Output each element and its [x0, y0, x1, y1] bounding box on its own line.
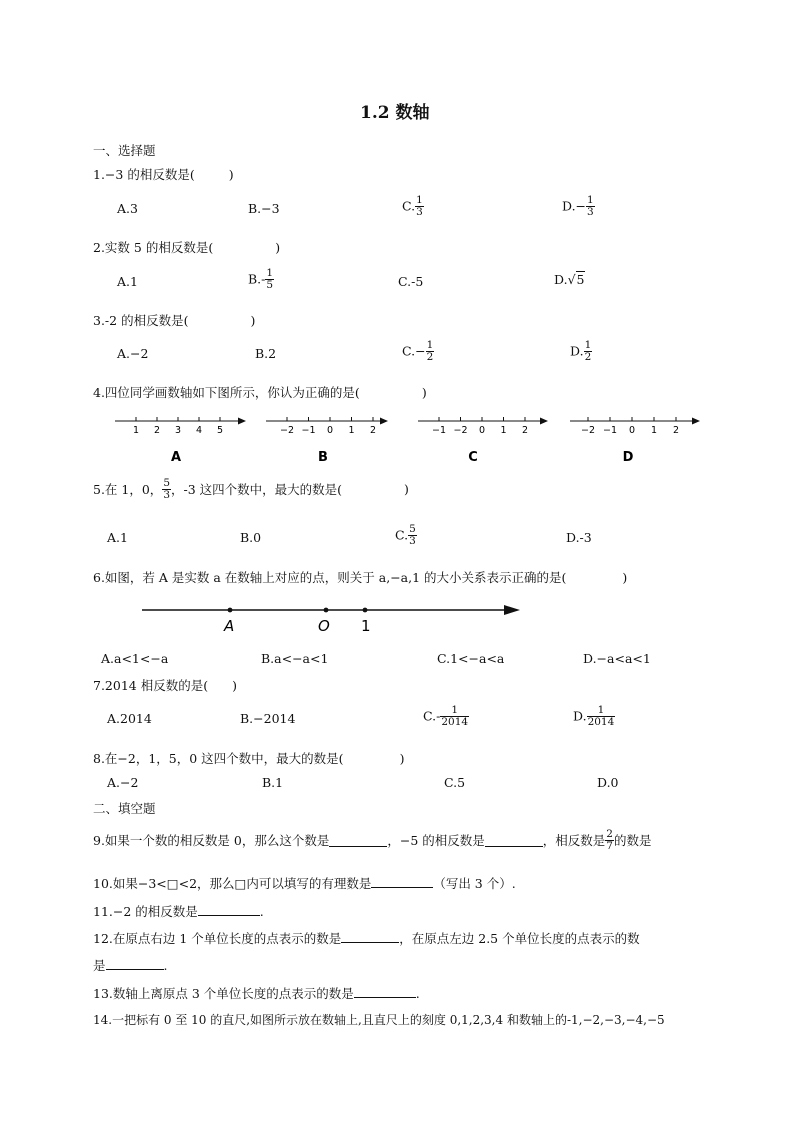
tick-label: 1 [132, 425, 140, 436]
question-6-stem: 6.如图，若 A 是实数 a 在数轴上对应的点，则关于 a,−a,1 的大小关系表示正确的是( ) [93, 570, 628, 585]
axis-arrow [504, 605, 520, 615]
question-5-stem: 5.在 1，0， $\frac{5}{3}$ ，-3 这四个数中，最大的数是( ) [93, 477, 409, 501]
page-title: 1.2 数轴 [360, 103, 430, 123]
axis-arrow [380, 418, 388, 425]
section-heading-choice: 一、选择题 [93, 143, 156, 158]
tick-label: 2 [369, 425, 377, 436]
q7-option-d: D. $\frac{1}{2014}$ [573, 704, 615, 728]
fraction: $\frac{1}{2}$ [584, 339, 592, 363]
q3-option-c: C.− $\frac{1}{2}$ [402, 339, 434, 363]
q3-option-d: D. $\frac{1}{2}$ [570, 339, 592, 363]
tick-label: 1 [348, 425, 355, 436]
point-a [228, 608, 233, 613]
figure-label: A [170, 450, 182, 465]
q8-option-b: B.1 [262, 775, 284, 790]
q1-option-d: D.− $\frac{1}{3}$ [562, 194, 594, 218]
figure-label: C [468, 450, 478, 465]
fraction: $\frac{1}{2}$ [426, 339, 434, 363]
number-line-c [418, 417, 548, 465]
tick-label: 5 [216, 425, 224, 436]
question-7-stem: 7.2014 相反数的是( ) [93, 678, 237, 693]
question-11: 11.−2 的相反数是 . [93, 904, 264, 919]
point-label-a: A [224, 617, 235, 635]
q2-option-a: A.1 [117, 274, 138, 289]
q7-option-c: C.- $\frac{1}{2014}$ [423, 704, 469, 728]
tick-label: −1 [301, 425, 316, 436]
q1-option-b: B.−3 [248, 201, 280, 216]
tick-label: −1 [431, 425, 447, 436]
question-4-stem: 4.四位同学画数轴如下图所示，你认为正确的是( ) [93, 385, 427, 400]
section-heading-fill: 二、填空题 [93, 801, 156, 816]
answer-blank [354, 985, 416, 998]
q2-option-c: C.-5 [398, 274, 424, 289]
fraction: $\frac{1}{5}$ [266, 267, 274, 291]
number-line-b [266, 417, 388, 465]
q8-option-a: A.−2 [107, 775, 139, 790]
q1-option-a: A.3 [117, 201, 138, 216]
q8-option-d: D.0 [597, 775, 619, 790]
fraction: $\frac{1}{3}$ [416, 194, 423, 218]
tick-label: 4 [195, 425, 203, 436]
q6-option-b: B.a<−a<1 [261, 651, 329, 666]
fraction: $\frac{1}{3}$ [587, 194, 594, 218]
question-13: 13.数轴上离原点 3 个单位长度的点表示的数是 . [93, 986, 420, 1001]
tick-label: −2 [453, 425, 468, 436]
fraction: $\frac{2}{7}$ [606, 828, 613, 852]
figure-label: D [622, 450, 634, 465]
tick-label: 1 [650, 425, 658, 436]
fraction: $\frac{1}{2014}$ [441, 704, 469, 728]
question-12-line1: 12.在原点右边 1 个单位长度的点表示的数是 ，在原点左边 2.5 个单位长度的点表示的数 [93, 931, 640, 946]
tick-label: 0 [478, 425, 486, 436]
point-origin [324, 608, 329, 613]
q8-option-c: C.5 [444, 775, 466, 790]
q7-option-a: A.2014 [107, 711, 152, 726]
q3-option-b: B.2 [255, 346, 277, 361]
tick-label: 0 [628, 425, 636, 436]
number-line-a [115, 417, 246, 465]
point-label-one: 1 [361, 617, 371, 635]
axis-arrow [692, 418, 700, 425]
question-1-stem: 1.−3 的相反数是( ) [93, 167, 234, 182]
question-2-stem: 2.实数 5 的相反数是( ) [93, 240, 281, 255]
q7-option-b: B.−2014 [240, 711, 296, 726]
tick-label: −2 [580, 425, 596, 436]
question-3-stem: 3.-2 的相反数是( ) [93, 313, 256, 328]
fraction: $\frac{5}{3}$ [163, 477, 170, 501]
q5-option-c: C. $\frac{5}{3}$ [395, 523, 416, 547]
question-8-stem: 8.在−2，1，5，0 这四个数中，最大的数是( ) [93, 751, 405, 766]
fraction: $\frac{5}{3}$ [409, 523, 416, 547]
tick-label: 1 [500, 425, 507, 436]
q2-option-b: B.- $\frac{1}{5}$ [248, 267, 274, 291]
number-line-d [570, 417, 700, 465]
tick-label: −2 [279, 425, 295, 436]
q6-option-a: A.a<1<−a [101, 651, 169, 666]
answer-blank [341, 930, 399, 943]
tick-label: −1 [602, 425, 618, 436]
q2-option-d: D.√5 [554, 272, 585, 287]
number-line-q6 [138, 596, 538, 638]
q3-option-a: A.−2 [117, 346, 149, 361]
answer-blank [371, 875, 433, 888]
number-line-figures [100, 405, 720, 470]
fraction: $\frac{1}{2014}$ [587, 704, 615, 728]
question-12-line2: 是 . [93, 958, 168, 973]
tick-label: 2 [672, 425, 680, 436]
tick-label: 0 [326, 425, 334, 436]
q5-option-a: A.1 [107, 530, 128, 545]
point-one [363, 608, 368, 613]
q1-option-c: C. $\frac{1}{3}$ [402, 194, 423, 218]
tick-label: 2 [153, 425, 161, 436]
answer-blank [198, 903, 260, 916]
answer-blank [106, 957, 164, 970]
answer-blank [329, 834, 387, 847]
question-10: 10.如果−3<□<2，那么□内可以填写的有理数是 （写出 3 个）. [93, 876, 516, 891]
q6-option-c: C.1<−a<a [437, 651, 505, 666]
sqrt-symbol: √5 [567, 272, 585, 287]
answer-blank [485, 834, 543, 847]
q5-option-d: D.-3 [566, 530, 592, 545]
question-14: 14.一把标有 0 至 10 的直尺,如图所示放在数轴上,且直尺上的刻度 0,1,2,3,4 和数轴上的-1,−2,−3,−4,−5 [93, 1013, 665, 1027]
q6-option-d: D.−a<a<1 [583, 651, 651, 666]
tick-label: 2 [521, 425, 529, 436]
point-label-origin: O [318, 617, 330, 635]
tick-label: 3 [174, 425, 182, 436]
question-9: 9.如果一个数的相反数是 0，那么这个数是 ，−5 的相反数是 ，相反数是 $\frac{2}{7}$ 的数是 [93, 828, 652, 852]
axis-arrow [540, 418, 548, 425]
q5-option-b: B.0 [240, 530, 262, 545]
figure-label: B [318, 450, 328, 465]
axis-arrow [238, 418, 246, 425]
